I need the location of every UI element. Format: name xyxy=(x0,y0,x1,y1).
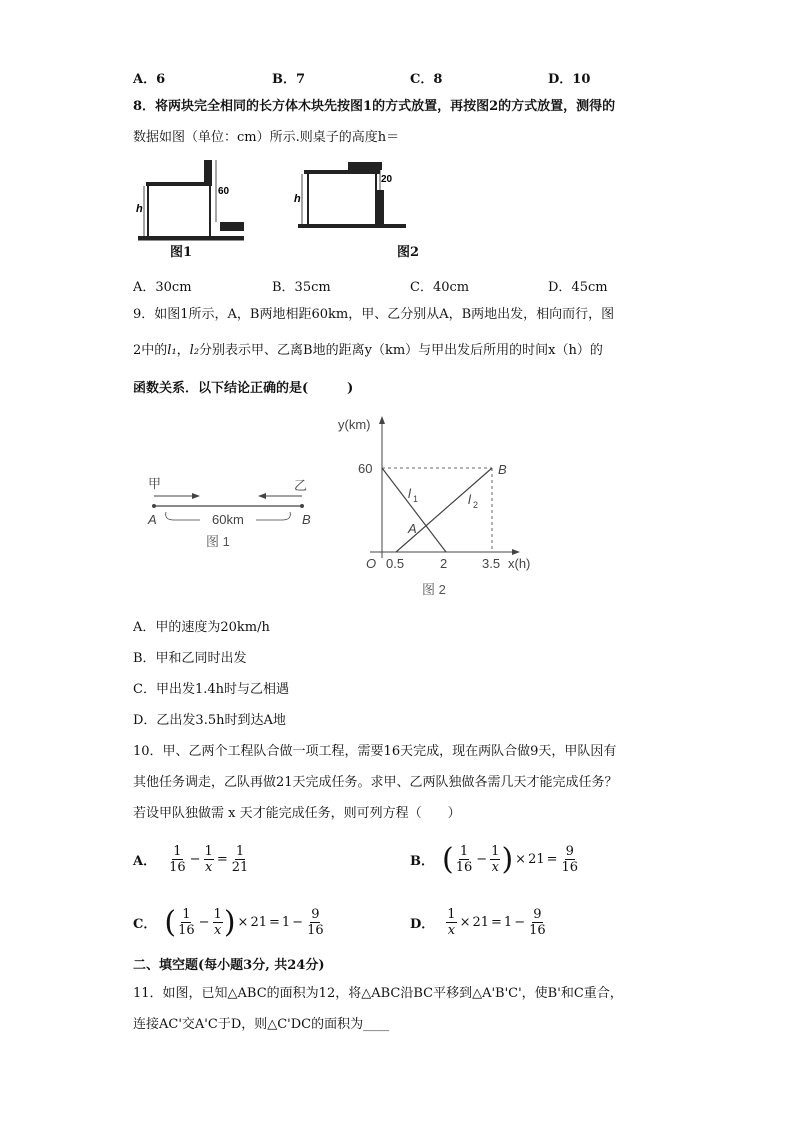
label-jia: 甲 xyxy=(148,476,162,491)
label-a: A xyxy=(148,512,157,527)
q7-option-b: B．7 xyxy=(272,72,306,87)
q9-option-a: A．甲的速度为20km/h xyxy=(133,620,270,635)
q8-option-c: C．40cm xyxy=(410,280,470,295)
label-l2: l xyxy=(468,492,471,507)
tick-0-5: 0.5 xyxy=(386,556,405,571)
caption-fig2: 图 2 xyxy=(422,582,446,597)
label-l1-sub: 1 xyxy=(413,494,419,504)
block-on-floor-1 xyxy=(220,222,244,231)
q8-option-b: B．35cm xyxy=(272,280,331,295)
line-l2 xyxy=(396,468,492,552)
block-on-table-1 xyxy=(204,160,212,186)
q9-line2: 2中的l₁，l₂分别表示甲、乙离B地的距离y（km）与甲出发后所用的时间x（h）的 xyxy=(133,343,603,358)
q9-line1: 9．如图1所示，A，B两地相距60km，甲、乙分别从A，B两地出发，相向而行，图 xyxy=(133,307,615,322)
q9-figure-1 xyxy=(140,468,330,558)
q8-option-d: D．45cm xyxy=(548,280,608,295)
label-point-a: A xyxy=(408,521,417,536)
q10-option-a: A． $\frac{1}{16}$ − $\frac{1}{x}$ = $\frac{1}{21}$ xyxy=(133,844,249,875)
label-yi: 乙 xyxy=(294,478,308,493)
q11-line2: 连接AC'交A'C于D，则△C'DC的面积为____ xyxy=(133,1017,390,1032)
q9-line2-post: 分别表示甲、乙离B地的距离y（km）与甲出发后所用的时间x（h）的 xyxy=(199,343,603,358)
tick-2: 2 xyxy=(440,556,448,571)
table-top-2 xyxy=(304,170,380,174)
q8-line2: 数据如图（单位：cm）所示.则桌子的高度h＝ xyxy=(133,130,400,145)
label-b: B xyxy=(302,512,311,527)
q8-line1: 8．将两块完全相同的长方体木块先按图1的方式放置，再按图2的方式放置，测得的 xyxy=(133,99,616,114)
q10-line1: 10．甲、乙两个工程队合做一项工程，需要16天完成，现在两队合做9天，甲队因有 xyxy=(133,744,617,759)
q10-line2: 其他任务调走，乙队再做21天完成任务。求甲、乙两队独做各需几天才能完成任务？ xyxy=(133,775,618,790)
q11-line1: 11．如图，已知△ABC的面积为12，将△ABC沿BC平移到△A'B'C'，使B'和C重合， xyxy=(133,986,623,1001)
q10-option-c: C． ( $\frac{1}{16}$ − $\frac{1}{x}$ ) × 21 = 1 − $\frac{9}{16}$ xyxy=(133,904,324,940)
label-60km: 60km xyxy=(212,512,244,527)
floor-2 xyxy=(298,224,406,228)
q9-l1: l₁ xyxy=(167,343,177,358)
q9-l2: l₂ xyxy=(189,343,200,358)
h-label-2: h xyxy=(294,193,301,205)
q10-option-d: D． $\frac{1}{x}$ × 21 = 1 − $\frac{9}{16}$ xyxy=(410,907,546,938)
q8-fig1-caption: 图1 xyxy=(170,245,193,260)
q9-figure-2 xyxy=(330,412,550,608)
block-on-table-2 xyxy=(348,162,382,170)
q9-option-b: B．甲和乙同时出发 xyxy=(133,651,247,666)
section-2-heading: 二、填空题(每小题3分, 共24分) xyxy=(133,958,325,973)
q9-option-c: C．甲出发1.4h时与乙相遇 xyxy=(133,682,289,697)
label-l2-sub: 2 xyxy=(473,500,479,510)
table-top-1 xyxy=(146,182,212,186)
tick-60: 60 xyxy=(358,461,373,476)
value-20: 20 xyxy=(381,174,393,185)
label-l1: l xyxy=(408,486,411,501)
x-axis-label: x(h) xyxy=(508,556,531,571)
value-60: 60 xyxy=(218,186,230,197)
q8-option-a: A．30cm xyxy=(133,280,192,295)
q9-line3: 函数关系．以下结论正确的是( ) xyxy=(133,381,354,396)
floor-1 xyxy=(138,236,244,240)
q9-option-d: D．乙出发3.5h时到达A地 xyxy=(133,713,286,728)
line-l1 xyxy=(382,468,446,552)
label-point-b: B xyxy=(498,462,507,477)
q9-line2-pre: 2中的 xyxy=(133,343,168,358)
q7-option-a: A．6 xyxy=(133,72,166,87)
q8-figure-1 xyxy=(136,160,244,240)
block-on-floor-2 xyxy=(376,190,384,224)
q7-option-c: C．8 xyxy=(410,72,443,87)
q10-option-b: B． ( $\frac{1}{16}$ − $\frac{1}{x}$ ) × 21 = $\frac{9}{16}$ xyxy=(410,841,579,877)
q10-line3: 若设甲队独做需 x 天才能完成任务，则可列方程（ ） xyxy=(133,806,461,821)
q8-figure-2 xyxy=(294,162,406,228)
origin-label: O xyxy=(366,556,377,571)
caption-fig1: 图 1 xyxy=(206,534,230,549)
q8-fig2-caption: 图2 xyxy=(397,245,420,260)
q7-option-d: D．10 xyxy=(548,72,591,87)
y-axis-label: y(km) xyxy=(338,417,371,432)
h-label-1: h xyxy=(136,203,143,215)
tick-3-5: 3.5 xyxy=(482,556,501,571)
